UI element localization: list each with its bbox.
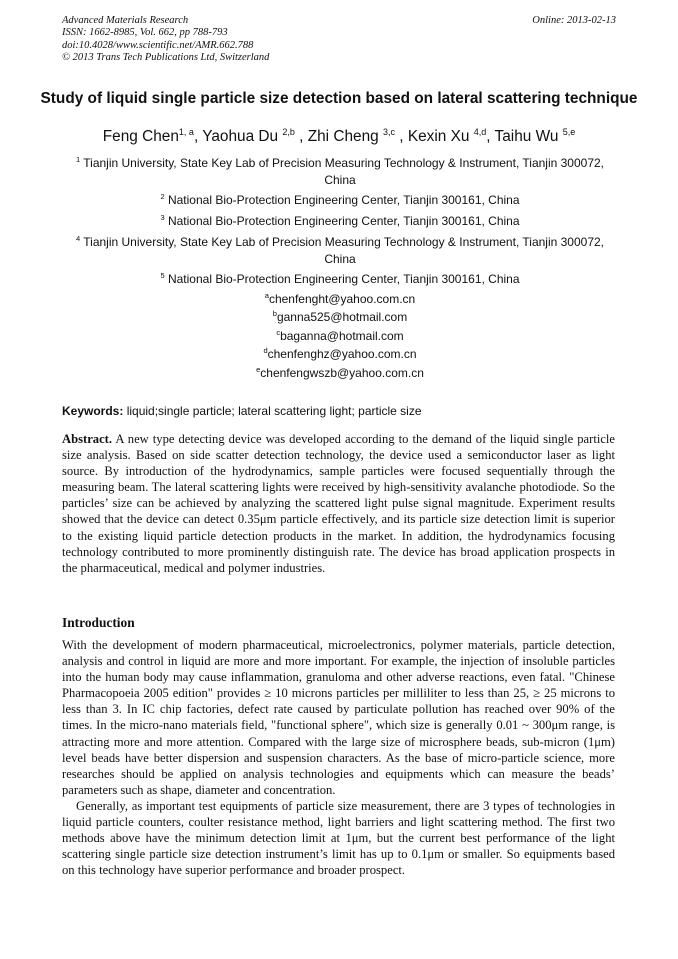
email-address[interactable]: baganna@hotmail.com [280,329,404,343]
affiliation-text: National Bio-Protection Engineering Center, Tianjin 300161, China [167,193,520,207]
affiliation-number: 4 [75,234,81,243]
keywords-label: Keywords: [62,404,124,418]
email-superscript: d [263,346,268,355]
author-superscript: 1, a [178,127,194,137]
email-superscript: a [264,291,269,300]
author-name: Taihu Wu [494,128,563,145]
affiliation-number: 1 [75,155,81,164]
intro-paragraph-2: Generally, as important test equipments of particle size measurement, there are 3 types of technologies in liquid particle counters, coulter resistance method, light barriers and light scattering method. The first two methods above have the minimum detection limit at 1μm, but the current best performance of the light scattering single particle size detection instrument’s limit has up to 0.1μm or smaller. So equipments based on this technology have superior performance and broader prospect. [62,798,615,878]
affiliation-text: National Bio-Protection Engineering Center, Tianjin 300161, China [167,272,520,286]
journal-header [62,15,616,65]
author-separator: , [294,128,308,145]
affiliation-text: Tianjin University, State Key Lab of Precision Measuring Technology & Instrument, Tianjin 300072, China [83,156,605,187]
email-address[interactable]: ganna525@hotmail.com [276,310,408,324]
online-date: Online: 2013-02-13 [532,15,616,26]
journal-name: Advanced Materials Research [62,15,189,26]
abstract-label: Abstract. [62,432,113,446]
intro-paragraph-1: With the development of modern pharmaceutical, microelectronics, polymer materials, particle detection, analysis and control in liquid are more and more important. For example, the injection of insoluble particles into the human body may cause inflammation, granuloma and other adverse reactions, even fatal. "Chinese Pharmacopoeia 2005 edition" provides ≥ 10 microns particles per milliliter to less than 25, ≥ 25 microns to less than 3. In IC chip factories, defect rate caused by particulate pollution has reached over 90% of the times. In the micro-nano materials field, "functional sphere", which size is generally 0.01 ~ 300μm range, is attracting more and more attention. Compared with the large size of microsphere beads, sub-micron (1μm) level beads have better dispersion and suspension characters. As the base of micro-particle science, more researches should be applied on analysis technologies and equipments which can measure the beads’ parameters such as shape, diameter and concentration. [62,638,615,797]
paper-title: Study of liquid single particle size detection based on lateral scattering technique [40,90,638,107]
section-heading-introduction: Introduction [62,615,135,630]
email-d[interactable] [62,346,618,362]
author-superscript: 4,d [473,127,487,137]
email-e[interactable] [62,365,618,381]
email-superscript: e [256,365,261,374]
author-separator: , [486,128,495,145]
copyright-line: © 2013 Trans Tech Publications Ltd, Switzerland [62,52,270,64]
author-superscript: 5,e [562,127,576,137]
author-name: Yaohua Du [202,128,283,145]
email-address[interactable]: chenfenghz@yahoo.com.cn [267,347,417,361]
author-superscript: 3,c [383,127,396,137]
email-superscript: b [272,309,277,318]
email-superscript: c [276,328,281,337]
affiliation-3 [62,213,618,230]
email-c[interactable] [62,328,618,344]
affiliation-4 [62,234,618,267]
affiliation-number: 2 [160,192,165,201]
affiliation-5 [62,271,618,288]
email-address[interactable]: chenfengwszb@yahoo.com.cn [260,366,424,380]
author-separator: , [193,128,203,145]
doi-line: doi:10.4028/www.scientific.net/AMR.662.788 [62,39,254,51]
affiliation-2 [62,192,618,209]
introduction-body [62,637,615,878]
affiliation-text: National Bio-Protection Engineering Center, Tianjin 300161, China [167,214,520,228]
issn-line: ISSN: 1662-8985, Vol. 662, pp 788-793 [62,27,228,39]
email-a[interactable] [62,291,618,307]
affiliation-number: 5 [160,271,165,280]
author-separator: , [395,128,408,145]
affiliation-1 [62,155,618,188]
keywords-line [62,403,618,419]
author-superscript: 2,b [282,127,295,137]
keywords-text: liquid;single particle; lateral scattering light; particle size [123,404,422,418]
affiliation-text: Tianjin University, State Key Lab of Precision Measuring Technology & Instrument, Tianjin 300072, China [83,235,605,266]
email-b[interactable] [62,309,618,325]
email-address[interactable]: chenfenght@yahoo.com.cn [268,292,416,306]
author-list [40,127,638,147]
author-name: Kexin Xu [407,128,474,145]
abstract-text: A new type detecting device was developed according to the demand of the liquid single particle size analysis. Based on side scatter detection technology, the device used a semiconductor laser as light source. By introduction of the hydrodynamics, sample particles were focused sequentially through the measuring beam. The lateral scattering lights were received by high-sensitivity avalanche photodiode. So the particles’ size can be achieved by analyzing the scattered light pulse signal magnitude. Experiment results showed that the device can detect 0.35μm particle effectively, and its particle size detection limit is superior to the existing liquid particle detection products in the market. In addition, the hydrodynamics focusing technology contributed to more prominently distinguish rate. The device has broad application prospects in the pharmaceutical, medical and polymer industries. [62,432,615,575]
author-name: Feng Chen [102,128,179,145]
abstract-paragraph [62,431,615,576]
author-name: Zhi Cheng [307,128,384,145]
affiliation-number: 3 [160,213,165,222]
